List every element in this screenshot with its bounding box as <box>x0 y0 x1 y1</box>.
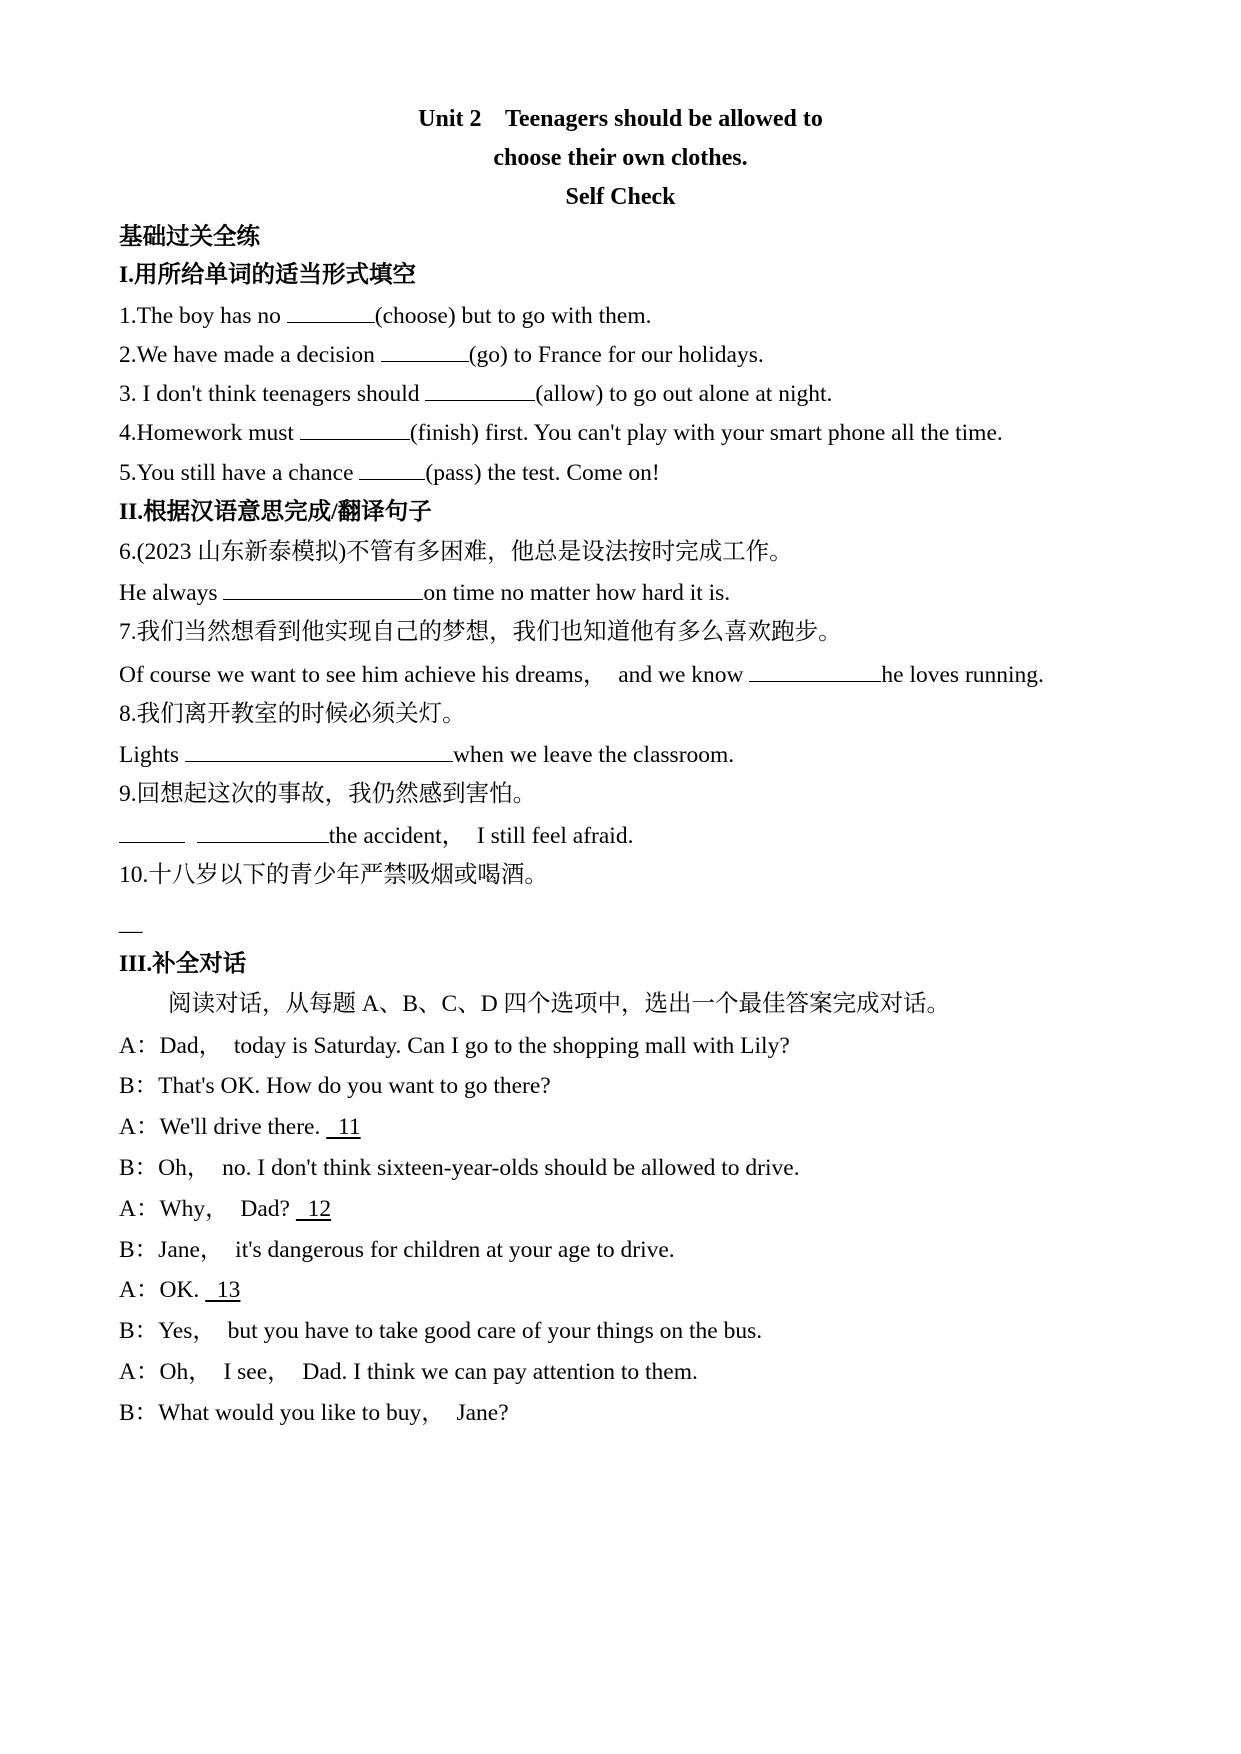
answer-blank[interactable] <box>381 339 469 362</box>
question-9-english: the accident， I still feel afraid. <box>119 820 633 851</box>
dialog-text: B：Yes， but you have to take good care of your things on the bus. <box>119 1318 763 1344</box>
question-8-english: Lights when we leave the classroom. <box>119 739 734 770</box>
question-7-english: Of course we want to see him achieve his dreams， and we know he loves running. <box>119 659 1044 690</box>
dialog-line <box>119 1316 762 1346</box>
dialog-text: A：We'll drive there. <box>119 1114 327 1140</box>
part3-heading: III.补全对话 <box>119 951 247 977</box>
question-7-chinese: 7.我们当然想看到他实现自己的梦想，我们也知道他有多么喜欢跑步。 <box>119 619 842 645</box>
dialog-text: B：That's OK. How do you want to go there? <box>119 1073 551 1099</box>
dialog-line <box>119 1031 790 1061</box>
dialog-blank-number[interactable]: 12 <box>295 1196 332 1222</box>
answer-blank[interactable] <box>300 417 410 440</box>
dialog-text: A：Dad， today is Saturday. Can I go to the shopping mall with Lily? <box>119 1033 790 1059</box>
answer-blank[interactable] <box>223 577 423 600</box>
dialog-text: B：Jane， it's dangerous for children at your age to drive. <box>119 1237 675 1263</box>
question-8-chinese: 8.我们离开教室的时候必须关灯。 <box>119 701 466 727</box>
dialog-line <box>119 1398 509 1428</box>
dialog-text: B：What would you like to buy， Jane? <box>119 1400 509 1426</box>
dialog-text: A：Why， Dad? <box>119 1196 296 1222</box>
dialog-text: A：OK. <box>119 1277 206 1303</box>
question-4: 4.Homework must (finish) first. You can't play with your smart phone all the time. <box>119 417 1003 448</box>
dialog-line <box>119 1235 675 1265</box>
dialog-line <box>119 1112 361 1142</box>
question-10-answer-line[interactable]: __ <box>119 910 143 936</box>
section-heading: 基础过关全练 <box>119 224 260 250</box>
dialog-blank-number[interactable]: 13 <box>205 1277 241 1303</box>
part2-heading: II.根据汉语意思完成/翻译句子 <box>119 499 432 525</box>
dialog-text: A：Oh， I see， Dad. I think we can pay attention to them. <box>119 1359 698 1385</box>
answer-blank[interactable] <box>749 659 881 682</box>
title-line-3: Self Check <box>565 184 676 210</box>
question-3: 3. I don't think teenagers should (allow) to go out alone at night. <box>119 378 832 409</box>
answer-blank[interactable] <box>197 820 329 843</box>
answer-blank[interactable] <box>359 457 425 480</box>
question-10-chinese: 10.十八岁以下的青少年严禁吸烟或喝酒。 <box>119 862 548 888</box>
dialog-text: B：Oh， no. I don't think sixteen-year-olds should be allowed to drive. <box>119 1155 800 1181</box>
dialog-line <box>119 1275 240 1305</box>
title-line-1: Unit 2 Teenagers should be allowed to <box>418 106 823 132</box>
answer-blank[interactable] <box>185 739 453 762</box>
title-line-2: choose their own clothes. <box>493 145 748 171</box>
dialog-line <box>119 1194 331 1224</box>
question-1: 1.The boy has no (choose) but to go with them. <box>119 300 651 331</box>
dialog-blank-number[interactable]: 11 <box>326 1114 361 1140</box>
question-2: 2.We have made a decision (go) to France for our holidays. <box>119 339 764 370</box>
question-9-chinese: 9.回想起这次的事故，我仍然感到害怕。 <box>119 781 537 807</box>
question-5: 5.You still have a chance (pass) the test. Come on! <box>119 457 660 488</box>
dialog-line <box>119 1153 800 1183</box>
part1-heading: I.用所给单词的适当形式填空 <box>119 262 417 288</box>
dialog-line <box>119 1357 698 1387</box>
question-6-english: He always on time no matter how hard it is. <box>119 577 730 608</box>
dialog-line <box>119 1071 551 1101</box>
answer-blank[interactable] <box>119 820 185 843</box>
part3-instruction: 阅读对话，从每题 A、B、C、D 四个选项中，选出一个最佳答案完成对话。 <box>168 991 951 1017</box>
answer-blank[interactable] <box>287 300 375 323</box>
answer-blank[interactable] <box>425 378 535 401</box>
question-6-chinese: 6.(2023 山东新泰模拟)不管有多困难，他总是设法按时完成工作。 <box>119 539 793 565</box>
